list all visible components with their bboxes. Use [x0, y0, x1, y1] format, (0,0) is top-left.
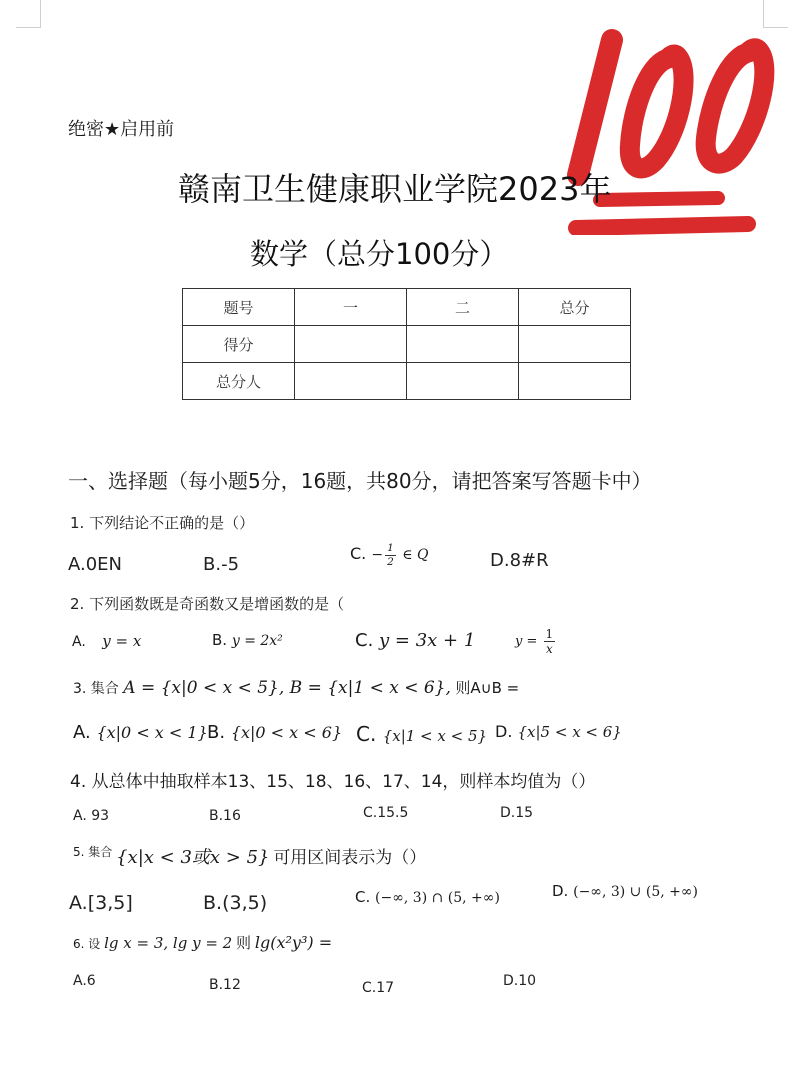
q3-a-expr: {x|0 < x < 1}: [96, 723, 208, 742]
q2-a-label: A.: [72, 634, 86, 650]
q2-d-num: 1: [545, 627, 554, 641]
q1-option-c-label: C.: [350, 544, 367, 563]
q1-option-b: B.-5: [203, 554, 240, 575]
cell-score-part-one[interactable]: [295, 326, 407, 363]
q5-option-a: A.[3,5]: [69, 892, 133, 914]
exam-title: 赣南卫生健康职业学院2023年: [178, 170, 612, 208]
q5-d-label: D.: [552, 882, 569, 900]
q2-d-lhs: y =: [515, 634, 538, 649]
q6-option-d: D.10: [503, 973, 537, 989]
q3-stem-prefix: 3. 集合: [73, 681, 119, 697]
q3-d-label: D.: [495, 722, 513, 741]
score-table: [182, 288, 631, 400]
cell-part-two: 二: [407, 289, 519, 326]
q3-b-label: B.: [207, 722, 226, 743]
q1-c-rest: ∈ Q: [402, 547, 429, 563]
q4-option-a: A. 93: [73, 808, 110, 824]
cell-score-part-two[interactable]: [407, 326, 519, 363]
q6-option-a: A.6: [73, 973, 96, 989]
q5-c-expr: (−∞, 3) ∩ (5, +∞): [375, 890, 500, 906]
q2-c-expr: y = 3x + 1: [379, 630, 476, 651]
q5-stem-math: {x|x < 3或x > 5}: [116, 847, 270, 868]
cell-score-total[interactable]: [519, 326, 631, 363]
q4-option-c: C.15.5: [363, 805, 409, 821]
q5-option-c: [355, 888, 500, 906]
q3-stem-suffix: 则A∪B =: [455, 679, 520, 697]
exam-subtitle: 数学（总分100分）: [250, 237, 509, 271]
confidential-label: 绝密★启用前: [68, 119, 175, 140]
q2-b-label: B.: [212, 631, 228, 649]
q3-c-label: C.: [356, 722, 377, 746]
q1-option-c: [350, 543, 429, 567]
page-corner-mark-left: [16, 0, 41, 28]
q2-option-d: [515, 628, 557, 655]
q5-stem-prefix: 5. 集合: [73, 845, 113, 859]
q2-option-b: [212, 631, 283, 649]
cell-grader-label: 总分人: [183, 363, 295, 400]
q2-b-expr: y = 2x²: [231, 633, 283, 649]
q6-stem-math2: lg(x²y³) =: [254, 933, 333, 952]
q4-option-d: D.15: [500, 805, 534, 821]
q5-c-label: C.: [355, 888, 371, 906]
q3-option-a: [73, 722, 208, 743]
q3-option-b: [207, 722, 342, 743]
score-table-row-score: [183, 326, 631, 363]
question-5-stem: [73, 843, 426, 869]
question-1-stem: 1. 下列结论不正确的是（）: [70, 514, 255, 532]
q2-c-label: C.: [355, 630, 374, 651]
score-table-row-grader: [183, 363, 631, 400]
q1-option-a: A.0EN: [68, 554, 123, 575]
q6-option-c: C.17: [362, 980, 395, 996]
question-6-stem: [73, 932, 332, 953]
question-4-stem: 4. 从总体中抽取样本13、15、18、16、17、14，则样本均值为（）: [70, 772, 596, 792]
cell-score-label: 得分: [183, 326, 295, 363]
q4-option-b: B.16: [209, 808, 241, 824]
q6-stem-math: lg x = 3, lg y = 2: [104, 934, 233, 952]
q6-option-b: B.12: [209, 977, 241, 993]
q1-c-den: 2: [387, 555, 394, 568]
question-2-stem: 2. 下列函数既是奇函数又是增函数的是（: [70, 595, 345, 613]
q3-c-expr: {x|1 < x < 5}: [382, 727, 488, 745]
score-table-row-header: [183, 289, 631, 326]
cell-grader-part-one[interactable]: [295, 363, 407, 400]
q1-c-num: 1: [387, 542, 394, 554]
q2-option-c: [355, 630, 475, 651]
q5-option-d: [552, 882, 698, 900]
q3-stem-math: A = {x|0 < x < 5}, B = {x|1 < x < 6},: [123, 678, 451, 698]
q2-option-a: [72, 632, 141, 650]
q6-stem-prefix: 6. 设: [73, 937, 101, 951]
q6-stem-mid: 则: [236, 934, 252, 952]
cell-grader-total[interactable]: [519, 363, 631, 400]
q3-d-expr: {x|5 < x < 6}: [517, 723, 622, 741]
q5-option-b: B.(3,5): [203, 892, 268, 914]
cell-grader-part-two[interactable]: [407, 363, 519, 400]
question-3-stem: [73, 677, 519, 698]
q3-b-expr: {x|0 < x < 6}: [230, 723, 343, 742]
q3-option-d: [495, 722, 622, 741]
q3-option-c: [356, 722, 487, 746]
q5-d-expr: (−∞, 3) ∪ (5, +∞): [573, 884, 698, 900]
cell-total: 总分: [519, 289, 631, 326]
q1-c-sign: −: [371, 547, 384, 563]
q2-d-den: x: [545, 642, 553, 656]
section-one-heading: 一、选择题（每小题5分，16题，共80分，请把答案写答题卡中）: [68, 469, 652, 493]
q5-stem-suffix: 可用区间表示为（）: [273, 848, 427, 868]
q2-a-expr: y = x: [102, 632, 142, 650]
q3-a-label: A.: [73, 722, 91, 743]
cell-question-no: 题号: [183, 289, 295, 326]
q1-option-d: D.8#R: [490, 550, 549, 571]
cell-part-one: 一: [295, 289, 407, 326]
